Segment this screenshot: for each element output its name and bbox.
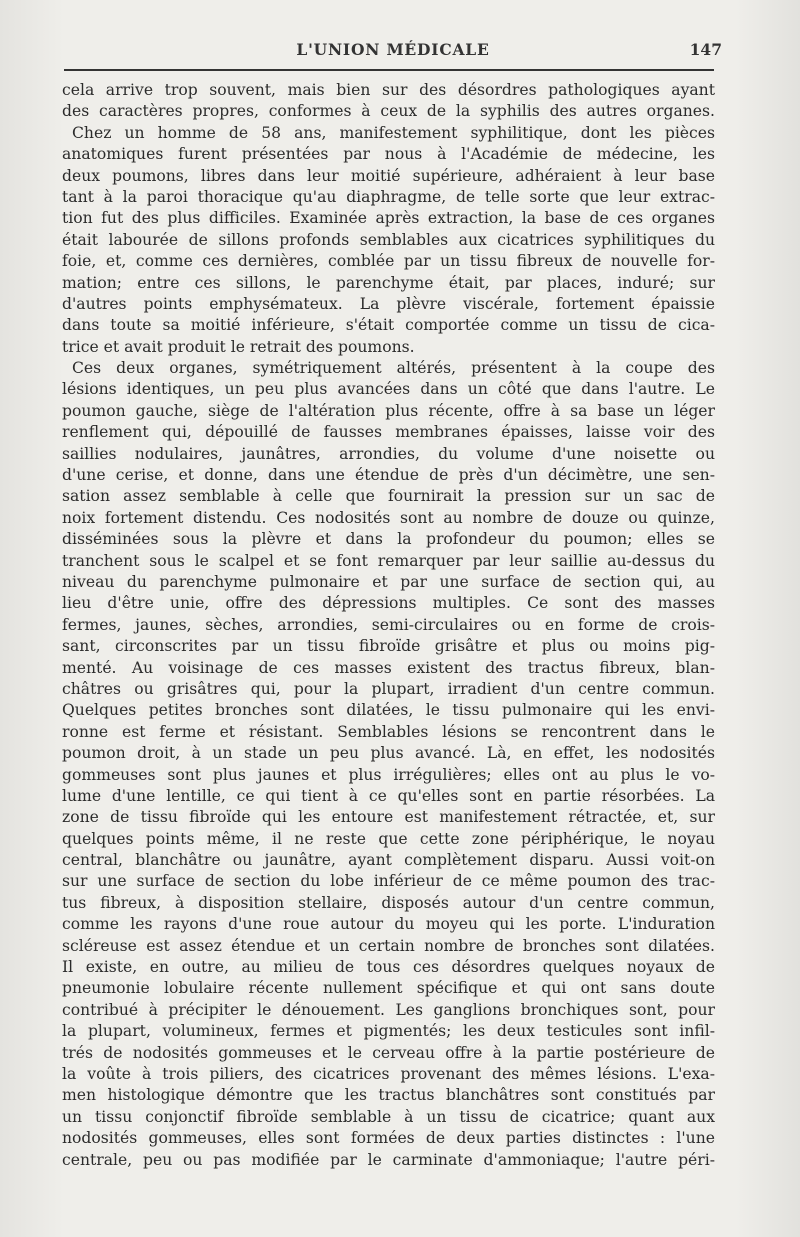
text-line: Quelques petites bronches sont dilatées, le tissu pulmonaire qui les envi-	[62, 701, 715, 720]
text-line: gommeuses sont plus jaunes et plus irrégulières; elles ont au plus le vo-	[62, 765, 715, 784]
text-line: central, blanchâtre ou jaunâtre, ayant complètement disparu. Aussi voit-on	[62, 851, 715, 870]
text-line: fermes, jaunes, sèches, arrondies, semi-circulaires ou en forme de crois-	[62, 615, 715, 634]
text-line: centrale, peu ou pas modifiée par le carminate d'ammoniaque; l'autre péri-	[62, 1150, 715, 1169]
body-text	[62, 80, 715, 1171]
text-line: tus fibreux, à disposition stellaire, disposés autour d'un centre commun,	[62, 893, 715, 912]
text-line: sant, circonscrites par un tissu fibroïde grisâtre et plus ou moins pig-	[62, 637, 715, 656]
text-line: Il existe, en outre, au milieu de tous ces désordres quelques noyaux de	[62, 958, 715, 977]
text-line: trés de nodosités gommeuses et le cerveau offre à la partie postérieure de	[62, 1043, 715, 1062]
text-line: sur une surface de section du lobe inférieur de ce même poumon des trac-	[62, 872, 715, 891]
text-line: zone de tissu fibroïde qui les entoure est manifestement rétractée, et, sur	[62, 808, 715, 827]
text-line: foie, et, comme ces dernières, comblée par un tissu fibreux de nouvelle for-	[62, 252, 715, 271]
text-line: contribué à précipiter le dénouement. Les ganglions bronchiques sont, pour	[62, 1000, 715, 1019]
text-line: noix fortement distendu. Ces nodosités sont au nombre de douze ou quinze,	[62, 508, 715, 527]
text-line: ronne est ferme et résistant. Semblables lésions se rencontrent dans le	[62, 722, 715, 741]
text-line: sation assez semblable à celle que fournirait la pression sur un sac de	[62, 487, 715, 506]
text-line: lume d'une lentille, ce qui tient à ce qu'elles sont en partie résorbées. La	[62, 786, 715, 805]
text-line: d'autres points emphysémateux. La plèvre viscérale, fortement épaissie	[62, 294, 715, 313]
text-line: deux poumons, libres dans leur moitié supérieure, adhéraient à leur base	[62, 166, 715, 185]
header-rule	[64, 69, 714, 71]
running-head	[64, 40, 722, 64]
text-line: lésions identiques, un peu plus avancées dans un côté que dans l'autre. Le	[62, 380, 715, 399]
text-line: d'une cerise, et donne, dans une étendue de près d'un décimètre, une sen-	[62, 466, 715, 485]
text-line: châtres ou grisâtres qui, pour la plupart, irradient d'un centre commun.	[62, 679, 715, 698]
text-line: nodosités gommeuses, elles sont formées de deux parties distinctes : l'une	[62, 1129, 715, 1148]
text-line: saillies nodulaires, jaunâtres, arrondies, du volume d'une noisette ou	[62, 444, 715, 463]
text-line: renflement qui, dépouillé de fausses membranes épaisses, laisse voir des	[62, 423, 715, 442]
text-line: était labourée de sillons profonds semblables aux cicatrices syphilitiques du	[62, 230, 715, 249]
text-line: men histologique démontre que les tractus blanchâtres sont constitués par	[62, 1086, 715, 1105]
text-line: scléreuse est assez étendue et un certain nombre de bronches sont dilatées.	[62, 936, 715, 955]
text-line: niveau du parenchyme pulmonaire et par une surface de section qui, au	[62, 572, 715, 591]
page-number: 147	[689, 40, 722, 59]
text-line: Chez un homme de 58 ans, manifestement syphilitique, dont les pièces	[72, 123, 715, 142]
text-line: trice et avait produit le retrait des poumons.	[62, 337, 415, 356]
text-line: disséminées sous la plèvre et dans la profondeur du poumon; elles se	[62, 530, 715, 549]
text-line: Ces deux organes, symétriquement altérés, présentent à la coupe des	[72, 359, 715, 378]
text-line: comme les rayons d'une roue autour du moyeu qui les porte. L'induration	[62, 915, 715, 934]
text-line: tranchent sous le scalpel et se font remarquer par leur saillie au-dessus du	[62, 551, 715, 570]
text-line: quelques points même, il ne reste que cette zone périphérique, le noyau	[62, 829, 715, 848]
text-line: un tissu conjonctif fibroïde semblable à un tissu de cicatrice; quant aux	[62, 1107, 715, 1126]
text-line: cela arrive trop souvent, mais bien sur des désordres pathologiques ayant	[62, 81, 715, 99]
text-line: tant à la paroi thoracique qu'au diaphragme, de telle sorte que leur extrac-	[62, 187, 715, 206]
text-line: poumon gauche, siège de l'altération plus récente, offre à sa base un léger	[62, 401, 715, 420]
text-line: tion fut des plus difficiles. Examinée après extraction, la base de ces organes	[62, 209, 715, 228]
text-line: la plupart, volumineux, fermes et pigmentés; les deux testicules sont infil-	[62, 1022, 715, 1041]
text-line: poumon droit, à un stade un peu plus avancé. Là, en effet, les nodosités	[62, 744, 715, 763]
text-line: lieu d'être unie, offre des dépressions multiples. Ce sont des masses	[62, 594, 715, 613]
text-line: pneumonie lobulaire récente nullement spécifique et qui ont sans doute	[62, 979, 715, 998]
text-line: des caractères propres, conformes à ceux de la syphilis des autres organes.	[62, 102, 715, 121]
text-line: la voûte à trois piliers, des cicatrices provenant des mêmes lésions. L'exa-	[62, 1064, 715, 1083]
text-line: menté. Au voisinage de ces masses existent des tractus fibreux, blan-	[62, 658, 715, 677]
running-title: L'UNION MÉDICALE	[296, 40, 490, 59]
text-line: anatomiques furent présentées par nous à l'Académie de médecine, les	[62, 145, 715, 164]
text-line: mation; entre ces sillons, le parenchyme était, par places, induré; sur	[62, 273, 715, 292]
text-line: dans toute sa moitié inférieure, s'était comportée comme un tissu de cica-	[62, 316, 715, 335]
